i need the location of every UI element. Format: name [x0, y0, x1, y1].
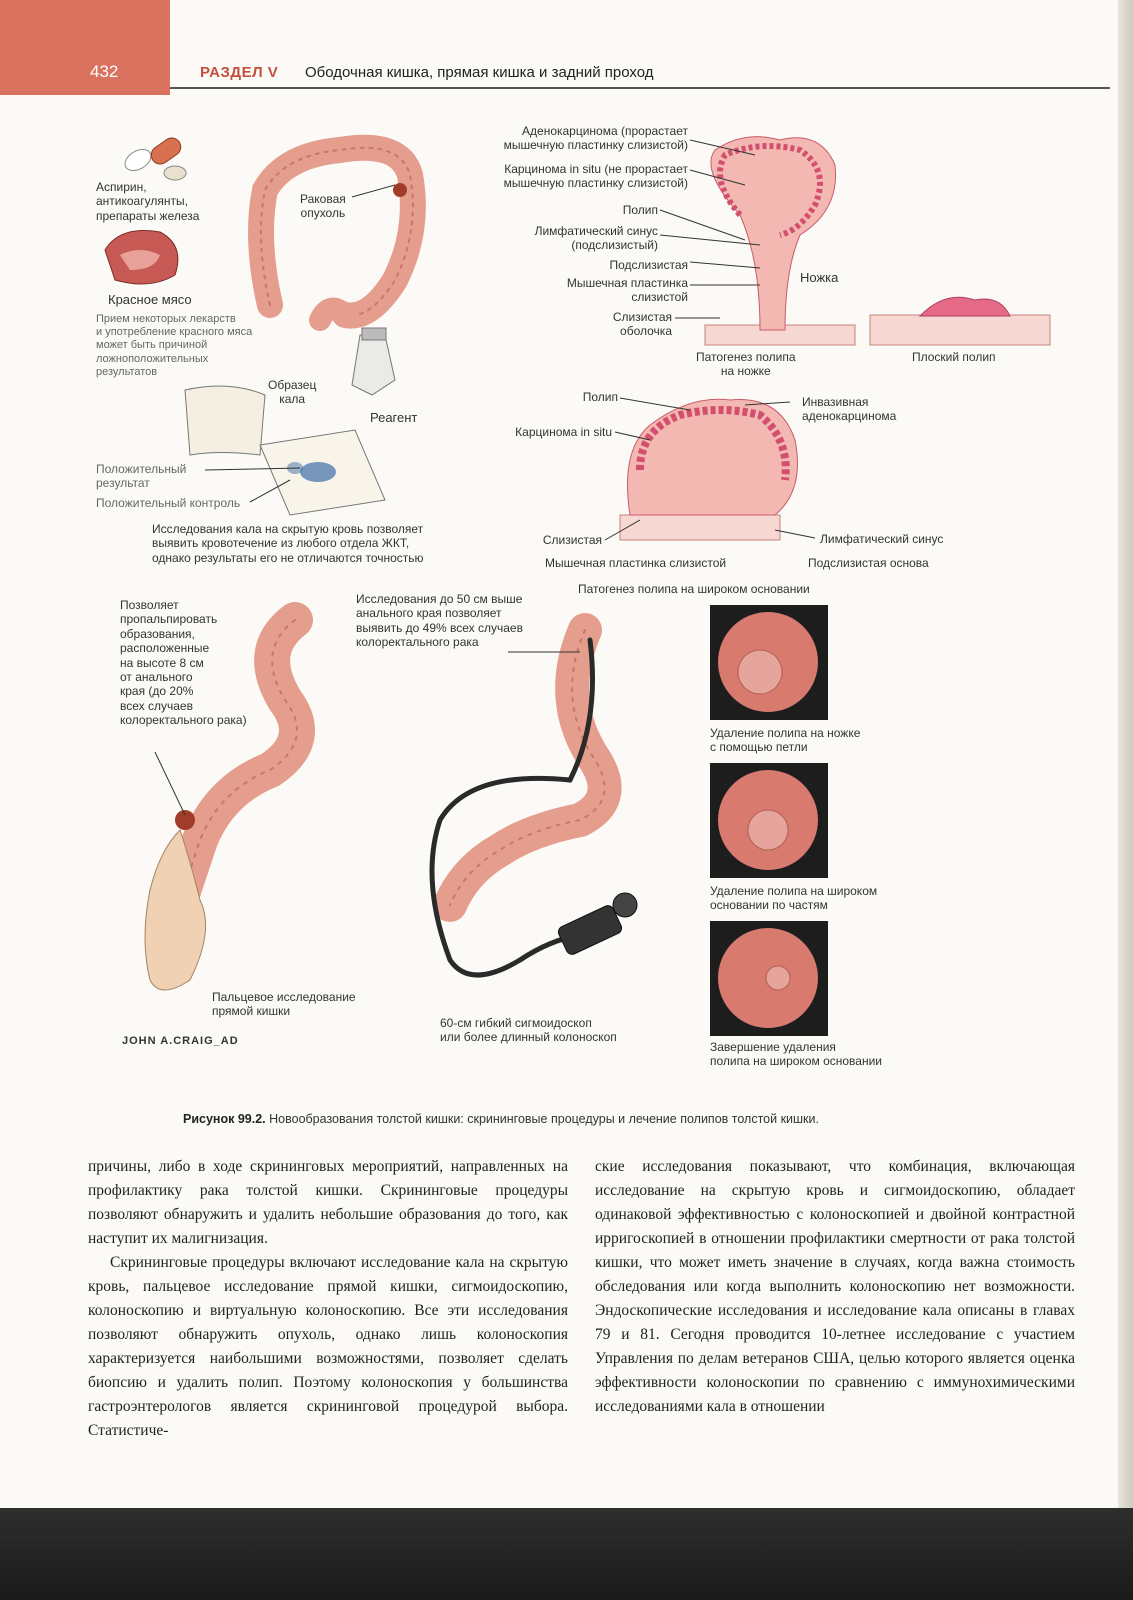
label-polyp-mid: Полип — [582, 390, 618, 404]
label-false-positive-note: Прием некоторых лекарств и употребление красного мяса может быть причиной ложноположительных результатов — [96, 313, 253, 378]
label-mucosa-mid: Слизистая — [542, 533, 602, 547]
label-invasive-adenocarcinoma: Инвазивная аденокарцинома — [802, 395, 897, 424]
section-title: Ободочная кишка, прямая кишка и задний проход — [305, 64, 654, 81]
endoscopic-views — [710, 605, 828, 1036]
label-polyp-top: Полип — [622, 203, 658, 217]
body-paragraph: причины, либо в ходе скрининговых мероприятий, направленных на профилактику рака толстой кишки. Скрининговые процедуры позволяют обнаружить и удалить небольшие образования до того, как наступит их малигнизация. — [88, 1158, 568, 1247]
label-palpation-note: Позволяет пропальпировать образования, расположенные на высоте 8 см от анального края (до 20% всех случаев колоректального рака) — [120, 598, 247, 728]
body-column-left — [88, 1155, 568, 1443]
label-muscularis-mid: Мышечная пластинка слизистой — [545, 556, 727, 570]
body-paragraph: ские исследования показывают, что комбинация, включающая исследование на скрытую кровь и сигмоидоскопию, обладает одинаковой эффективностью с колоноскопией и двойной контрастной ирригоскопией в отношении профилактики смертности от рака толстой кишки, что может иметь значение в случаях, когда важна стоимость обследования или когда выполнить колоноскопию нет возможности. Эндоскопические исследования и исследование кала описаны в главах 79 и 81. Сегодня проводится 10-летнее исследование с участием Управления по делам ветеранов США, целью которого является оценка эффективности колоноскопии по сравнению с иммунохимическими исследованиями кала в отношении — [595, 1158, 1075, 1415]
label-digital-exam: Пальцевое исследование прямой кишки — [212, 990, 356, 1019]
figure-caption — [183, 1112, 819, 1126]
label-lymph-sinus-submucosal: Лимфатический синус (подслизистый) — [534, 224, 658, 253]
body-column-right — [595, 1155, 1075, 1419]
label-mucosa-top: Слизистая оболочка — [612, 310, 672, 339]
caption-label: Рисунок 99.2. — [183, 1112, 266, 1126]
scan-bottom-shadow — [0, 1508, 1133, 1600]
pedunculated-polyp-illustration — [705, 137, 855, 345]
caption-text: Новообразования толстой кишки: скрининговые процедуры и лечение полипов толстой кишки. — [269, 1112, 819, 1126]
label-submucosal-base: Подслизистая основа — [808, 556, 929, 570]
label-stool-sample: Образец кала — [268, 378, 317, 407]
label-sigmoid-note: Исследования до 50 см выше анального края позволяет выявить до 49% всех случаев колоректального рака — [356, 592, 523, 650]
label-stalk: Ножка — [800, 270, 839, 285]
label-adenocarcinoma: Аденокарцинома (прорастает мышечную пластинку слизистой) — [503, 124, 688, 153]
label-reagent: Реагент — [370, 410, 418, 425]
sessile-polyp-illustration — [620, 399, 798, 540]
label-submucosa: Подслизистая — [609, 258, 688, 272]
label-positive-control: Положительный контроль — [96, 496, 241, 510]
label-completion-removal: Завершение удаления полипа на широком основании — [710, 1040, 882, 1069]
section-label: РАЗДЕЛ V — [200, 64, 279, 81]
label-lymph-sinus: Лимфатический синус — [820, 532, 944, 546]
red-meat-illustration — [105, 230, 178, 284]
label-carcinoma-in-situ-top: Карцинома in situ (не прорастает мышечную пластинку слизистой) — [503, 162, 688, 191]
flat-polyp-illustration — [870, 297, 1050, 345]
label-sigmoidoscope: 60-см гибкий сигмоидоскоп или более длинный колоноскоп — [440, 1016, 617, 1045]
label-flat-polyp: Плоский полип — [912, 350, 996, 364]
label-piecemeal-removal: Удаление полипа на широком основании по частям — [710, 884, 878, 913]
colon-sigmoidoscope-illustration — [432, 630, 637, 975]
illustrator-signature: JOHN A.CRAIG_AD — [122, 1035, 239, 1047]
label-muscularis-mucosae: Мышечная пластинка слизистой — [566, 276, 688, 305]
label-red-meat: Красное мясо — [108, 292, 192, 307]
colon-upper-illustration — [261, 148, 413, 320]
label-aspirin: Аспирин, антикоагулянты, препараты железа — [96, 180, 200, 223]
label-fobt-note: Исследования кала на скрытую кровь позволяет выявить кровотечение из любого отдела ЖКТ, однако результаты его не отличаются точностью — [152, 522, 424, 565]
page-number: 432 — [90, 62, 119, 81]
label-cancer-tumor: Раковая опухоль — [300, 192, 346, 221]
label-sessile-pathogenesis: Патогенез полипа на широком основании — [578, 582, 810, 596]
label-carcinoma-in-situ-mid: Карцинома in situ — [515, 425, 612, 439]
label-positive-result: Положительный результат — [96, 462, 187, 491]
label-snare-removal: Удаление полипа на ножке с помощью петли — [710, 726, 861, 755]
pills-illustration — [121, 134, 186, 180]
label-pedunculated-pathogenesis: Патогенез полипа на ножке — [696, 350, 796, 379]
body-paragraph: Скрининговые процедуры включают исследование кала на скрытую кровь, пальцевое исследование прямой кишки, сигмоидоскопию, колоноскопию и виртуальную колоноскопию. Все эти исследования позволяют обнаружить опухоль, однако лишь колоноскопия характеризуется наибольшими возможностями, позволяет сделать биопсию и удалить полип. Поэтому колоноскопия у большинства гастроэнтерологов является скрининговой процедурой выбора. Статистиче- — [88, 1254, 568, 1439]
